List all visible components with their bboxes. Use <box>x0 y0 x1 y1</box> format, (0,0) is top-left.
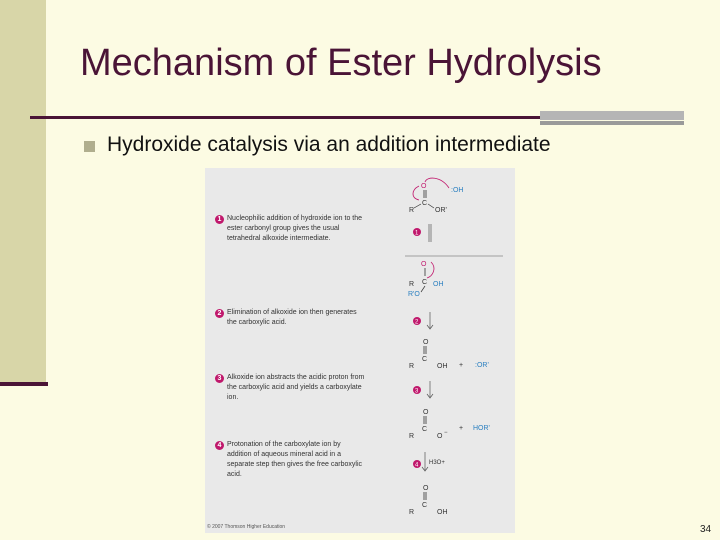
final-carboxylic-acid <box>409 485 448 516</box>
reaction-arrow-2 <box>413 312 433 329</box>
plus-sign: + <box>459 425 464 432</box>
arrow-step-number: 4 <box>415 462 419 469</box>
slide-title: Mechanism of Ester Hydrolysis <box>80 42 602 84</box>
title-divider-accent-shadow <box>540 121 684 125</box>
carbon-label: C <box>422 356 428 363</box>
title-divider-accent <box>540 111 684 120</box>
reaction-scheme <box>205 168 515 533</box>
negative-charge: − <box>444 430 448 436</box>
r-group-label: R <box>409 363 415 370</box>
step-number-badge: 2 <box>215 309 224 318</box>
page-number: 34 <box>700 524 712 535</box>
bullet-square-icon <box>84 141 95 152</box>
step-description: Elimination of alkoxide ion then generates the carboxylic acid. <box>227 309 357 326</box>
alcohol-label: HOR' <box>473 425 490 432</box>
bullet-text: Hydroxide catalysis via an addition intermediate <box>107 133 551 156</box>
step-description: Protonation of the carboxylate ion by addition of aqueous mineral acid in a separate step then gives the free carboxylic acid. <box>227 441 363 478</box>
left-accent-bar <box>0 0 46 383</box>
carbonyl-oxygen-label: O <box>421 183 427 190</box>
step-number-badge: 3 <box>215 374 224 383</box>
carboxylate-structure <box>409 409 490 440</box>
r-group-label: R <box>409 509 415 516</box>
reaction-arrow-4 <box>413 452 445 471</box>
carbonyl-oxygen-label: O <box>423 339 429 346</box>
title-divider <box>30 116 540 119</box>
r-group-label: R <box>409 433 415 440</box>
step-number-badge: 1 <box>215 215 224 224</box>
carbon-label: C <box>422 200 428 207</box>
carbonyl-oxygen-label: O <box>423 485 429 492</box>
step-number-badge: 4 <box>215 441 224 450</box>
ester-or-label: OR' <box>435 207 447 214</box>
reaction-arrow-1 <box>413 224 431 242</box>
oh-label: OH <box>433 281 444 288</box>
carbon-label: C <box>422 279 428 286</box>
alkoxide-oxygen-label: O <box>421 261 427 268</box>
r-group-label: R <box>409 207 415 214</box>
bullet-item <box>84 133 551 157</box>
ro-label: R'O <box>408 291 420 298</box>
reaction-arrow-3 <box>413 381 433 398</box>
mechanism-figure <box>205 168 515 533</box>
tetrahedral-intermediate <box>408 261 444 298</box>
arrow-step-number: 3 <box>415 388 419 395</box>
carboxylate-oxygen-label: O <box>437 433 443 440</box>
plus-sign: + <box>459 362 464 369</box>
step-description: Alkoxide ion abstracts the acidic proton from the carboxylic acid and yields a carboxylate ion. <box>227 374 365 401</box>
arrow-step-number: 2 <box>415 319 419 326</box>
r-group-label: R <box>409 281 415 288</box>
alkoxide-label: :OR' <box>475 362 489 369</box>
figure-copyright: © 2007 Thomson Higher Education <box>207 524 286 530</box>
carbon-label: C <box>422 502 428 509</box>
carbon-label: C <box>422 426 428 433</box>
oh-label: OH <box>437 363 448 370</box>
ester-structure <box>409 178 463 214</box>
arrow-step-number: 1 <box>415 230 419 237</box>
left-accent-underline <box>0 382 48 386</box>
carboxylic-acid-structure <box>409 339 489 370</box>
acid-reagent-label: H3O+ <box>429 460 445 466</box>
hydroxide-label: :OH <box>451 187 464 194</box>
oh-label: OH <box>437 509 448 516</box>
step-description: Nucleophilic addition of hydroxide ion to the ester carbonyl group gives the usual tetrahedral alkoxide intermediate. <box>227 215 363 242</box>
carbonyl-oxygen-label: O <box>423 409 429 416</box>
